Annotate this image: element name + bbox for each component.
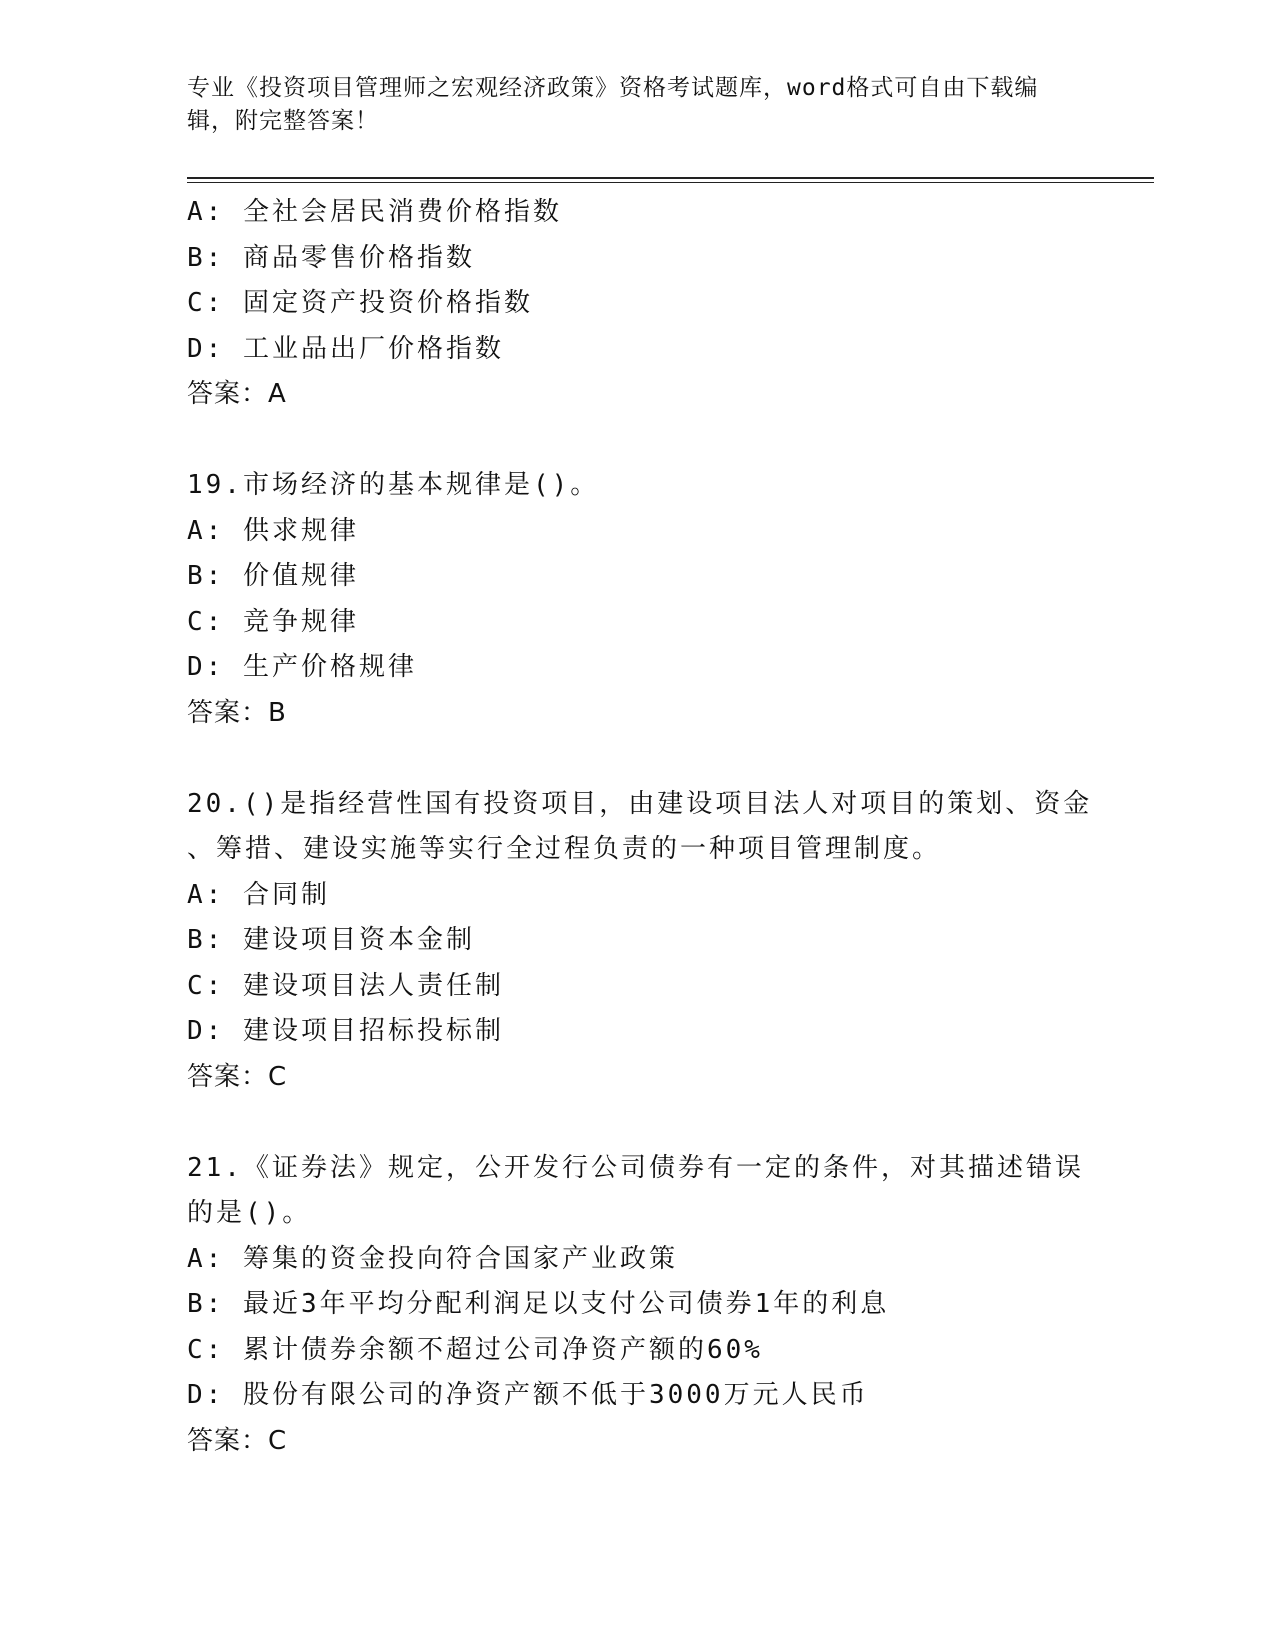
header-line-1: 专业《投资项目管理师之宏观经济政策》资格考试题库，word格式可自由下载编 xyxy=(187,75,1039,101)
option-c: C: 固定资产投资价格指数 xyxy=(187,288,533,318)
option-a: A: 全社会居民消费价格指数 xyxy=(187,197,562,227)
spacer xyxy=(187,418,1087,464)
answer-label: 答案：B xyxy=(187,697,287,728)
question-stem-line-1: 21.《证券法》规定，公开发行公司债券有一定的条件，对其描述错误 xyxy=(187,1152,1084,1183)
question-stem-line-2: 的是()。 xyxy=(187,1198,312,1228)
option-b: B: 建设项目资本金制 xyxy=(187,925,475,955)
option-c: C: 建设项目法人责任制 xyxy=(187,970,504,1001)
option-a: A: 供求规律 xyxy=(187,515,359,546)
option-d: D: 股份有限公司的净资产额不低于3000万元人民币 xyxy=(187,1380,869,1410)
option-b: B: 价值规律 xyxy=(187,561,359,591)
header-divider-thin xyxy=(187,182,1154,183)
option-d: D: 工业品出厂价格指数 xyxy=(187,333,504,364)
option-a: A: 合同制 xyxy=(187,879,330,910)
question-block-20 xyxy=(187,782,1093,1101)
option-d: D: 建设项目招标投标制 xyxy=(187,1016,504,1046)
option-b: B: 商品零售价格指数 xyxy=(187,242,475,273)
answer-label: 答案：C xyxy=(187,1061,288,1092)
option-c: C: 累计债券余额不超过公司净资产额的60% xyxy=(187,1334,763,1365)
spacer xyxy=(187,1100,1087,1146)
answer-label: 答案：A xyxy=(187,379,287,409)
question-block-18 xyxy=(187,190,1087,418)
option-d: D: 生产价格规律 xyxy=(187,652,417,682)
answer-label: 答案：C xyxy=(187,1425,288,1456)
question-stem: 19.市场经济的基本规律是()。 xyxy=(187,470,600,500)
option-c: C: 竞争规律 xyxy=(187,606,359,637)
question-block-19 xyxy=(187,463,1087,736)
question-block-21 xyxy=(187,1146,1087,1465)
spacer xyxy=(187,736,1087,782)
header-divider-thick xyxy=(187,177,1154,179)
option-a: A: 筹集的资金投向符合国家产业政策 xyxy=(187,1243,678,1274)
question-stem-line-2: 、筹措、建设实施等实行全过程负责的一种项目管理制度。 xyxy=(187,834,942,864)
question-stem-line-1: 20.()是指经营性国有投资项目，由建设项目法人对项目的策划、资金 xyxy=(187,788,1093,819)
question-list xyxy=(187,190,1093,1464)
document-header xyxy=(187,72,1087,138)
header-line-2: 辑，附完整答案！ xyxy=(187,108,379,134)
option-b: B: 最近3年平均分配利润足以支付公司债券1年的利息 xyxy=(187,1289,890,1319)
